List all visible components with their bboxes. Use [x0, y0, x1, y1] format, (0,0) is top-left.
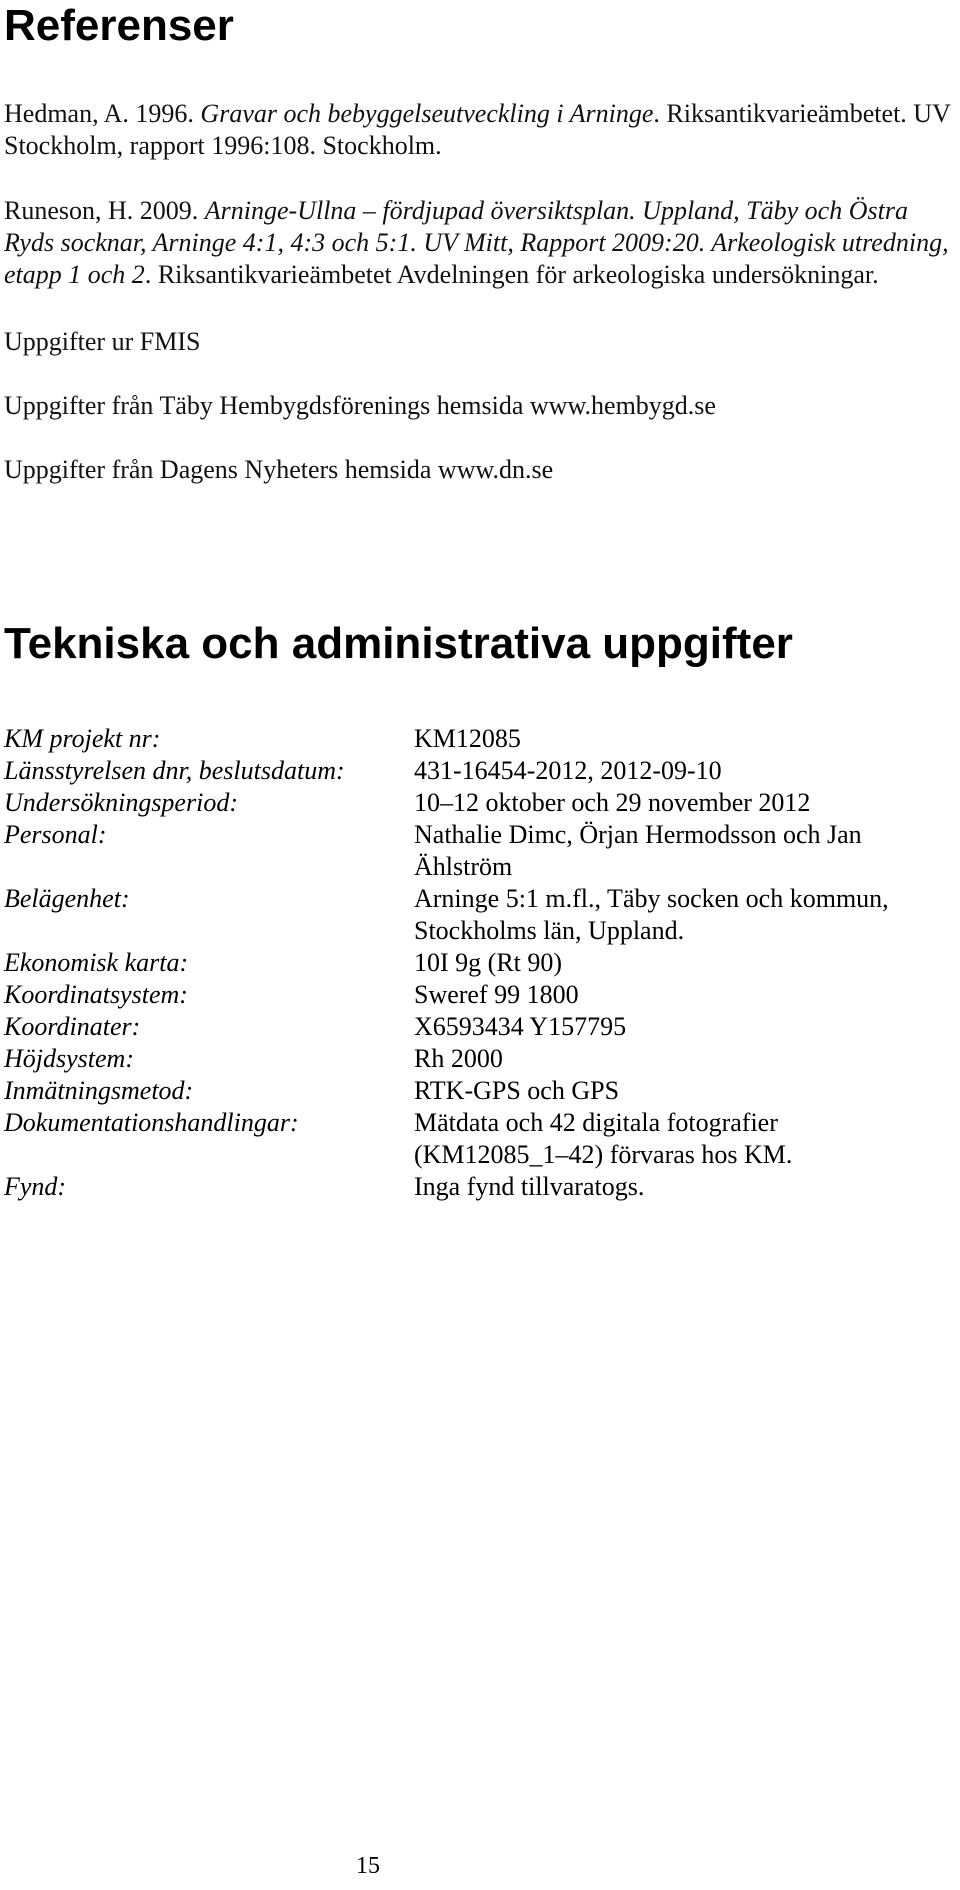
info-label: Koordinater: [4, 1012, 141, 1041]
page-number: 15 [356, 1853, 380, 1879]
info-label: Höjdsystem: [4, 1044, 134, 1073]
info-value: KM12085 [414, 724, 521, 753]
info-value: Rh 2000 [414, 1044, 503, 1073]
info-value: RTK-GPS och GPS [414, 1076, 620, 1105]
info-value: 10I 9g (Rt 90) [414, 948, 563, 977]
technical-heading: Tekniska och administrativa uppgifter [4, 619, 793, 668]
reference-author: Hedman, A. 1996. [4, 99, 201, 128]
info-label: Koordinatsystem: [4, 980, 188, 1009]
info-label: Fynd: [4, 1172, 67, 1201]
info-value: X6593434 Y157795 [414, 1012, 627, 1041]
info-value: Sweref 99 1800 [414, 980, 579, 1009]
info-value: Mätdata och 42 digitala fotografier (KM12085_1–42) förvaras hos KM. [414, 1108, 793, 1169]
reference-fmis: Uppgifter ur FMIS [4, 327, 201, 356]
info-label: Belägenhet: [4, 884, 130, 913]
reference-hedman [4, 98, 954, 162]
reference-title: Arninge-Ullna – fördjupad översiktsplan. Uppland, Täby och Östra Ryds socknar, Arninge 4:1, 4:3 och 5:1. UV Mitt, Rapport 2009:20. Arkeologisk utredning, etapp 1 och 2 [4, 196, 949, 289]
reference-publisher: . Riksantikvarieämbetet Avdelningen för arkeologiska undersökningar. [144, 260, 879, 289]
info-label: Inmätningsmetod: [4, 1076, 194, 1105]
info-label: Dokumentationshandlingar: [4, 1108, 299, 1137]
info-value: Arninge 5:1 m.fl., Täby socken och kommun, Stockholms län, Uppland. [414, 884, 889, 945]
info-label: Länsstyrelsen dnr, beslutsdatum: [4, 756, 345, 785]
reference-author: Runeson, H. 2009. [4, 196, 205, 225]
reference-publisher: . Riksantikvarieämbetet. UV Stockholm, rapport 1996:108. Stockholm. [4, 99, 951, 160]
reference-runeson [4, 195, 954, 291]
info-value: Nathalie Dimc, Örjan Hermodsson och Jan Ählström [414, 820, 862, 881]
references-heading: Referenser [4, 1, 234, 50]
info-label: Personal: [4, 820, 107, 849]
info-value: Inga fynd tillvaratogs. [414, 1172, 645, 1201]
reference-dn: Uppgifter från Dagens Nyheters hemsida www.dn.se [4, 455, 554, 484]
info-label: Undersökningsperiod: [4, 788, 238, 817]
reference-hembygd: Uppgifter från Täby Hembygdsförenings hemsida www.hembygd.se [4, 391, 716, 420]
reference-title: Gravar och bebyggelseutveckling i Arninge [200, 99, 654, 128]
info-value: 431-16454-2012, 2012-09-10 [414, 756, 722, 785]
info-label: Ekonomisk karta: [4, 948, 189, 977]
info-label: KM projekt nr: [4, 724, 161, 753]
info-value: 10–12 oktober och 29 november 2012 [414, 788, 811, 817]
